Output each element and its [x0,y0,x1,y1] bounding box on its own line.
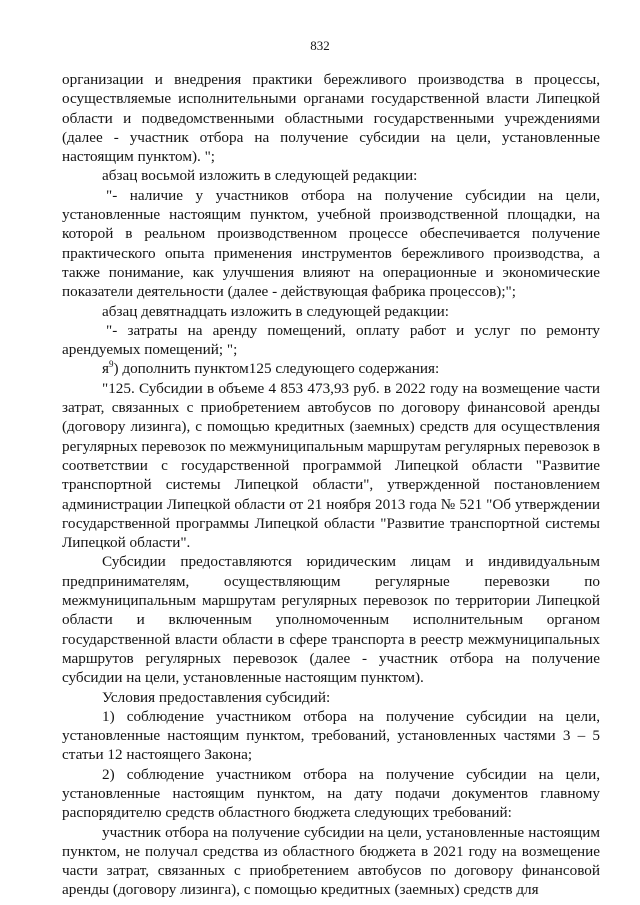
paragraph-3: "- наличие у участников отбора на получение субсидии на цели, установленные настоящим пунктом, учебной производственной площадки, на которой в реальном производственном процессе обеспечивается получение практического опыта применения инструментов бережливого производства, а также понимание, как улучшения влияют на операционные и экономические показатели деятельности (далее - действующая фабрика процессов);"; [62,186,600,301]
paragraph-11: 2) соблюдение участником отбора на получение субсидии на цели, установленные настоящим пунктом, на дату подачи документов главному распорядителю средств областного бюджета следующих требований: [62,765,600,822]
paragraph-12: участник отбора на получение субсидии на цели, установленные настоящим пунктом, не получал средства из областного бюджета в 2021 году на возмещение части затрат, связанных с приобретением автобусов по договору финансовой аренды (договору лизинга), с помощью кредитных (заемных) средств для [62,823,600,899]
paragraph-1: организации и внедрения практики бережливого производства в процессы, осуществляемые исполнительными органами государственной власти Липецкой области и подведомственными областными государственными учреждениями (далее - участник отбора на получение субсидии на цели, установленные настоящим пунктом). "; [62,71,600,166]
paragraph-5: "- затраты на аренду помещений, оплату работ и услуг по ремонту арендуемых помещений; "; [62,321,600,359]
paragraph-10: 1) соблюдение участником отбора на получение субсидии на цели, установленные настоящим пунктом, требований, установленных частями 3 – 5 статьи 12 настоящего Закона; [62,707,600,764]
paragraph-4: абзац девятнадцать изложить в следующей редакции: [102,302,449,320]
paragraph-6-text: ) дополнить пунктом125 следующего содержания: [113,360,440,378]
page-number: 832 [310,38,330,53]
paragraph-2: абзац восьмой изложить в следующей редакции: [102,167,418,185]
document-body [62,70,600,900]
paragraph-9: Условия предоставления субсидий: [102,688,331,706]
list-marker-superscript: 9 [109,359,114,370]
paragraph-7: "125. Субсидии в объеме 4 853 473,93 руб. в 2022 году на возмещение части затрат, связанных с приобретением автобусов по договору финансовой аренды (договору лизинга), с помощью кредитных (заемных) средств для осуществления регулярных перевозок по межмуниципальным маршрутам регулярных перевозок в соответствии с государственной программой Липецкой области "Развитие транспортной системы Липецкой области", утвержденной постановлением администрации Липецкой области от 21 ноября 2013 года № 521 "Об утверждении государственной программы Липецкой области "Развитие транспортной системы Липецкой области". [62,379,600,552]
paragraph-6 [62,359,600,378]
paragraph-8: Субсидии предоставляются юридическим лицам и индивидуальным предпринимателям, осуществляющим регулярные перевозки по межмуниципальным маршрутам регулярных перевозок по территории Липецкой области и включенным уполномоченным исполнительным органом государственной власти области в сфере транспорта в реестр межмуниципальных маршрутов регулярных перевозок (далее - участник отбора на получение субсидии на цели, установленные настоящим пунктом). [62,553,600,687]
list-marker-letter: я [102,360,109,378]
